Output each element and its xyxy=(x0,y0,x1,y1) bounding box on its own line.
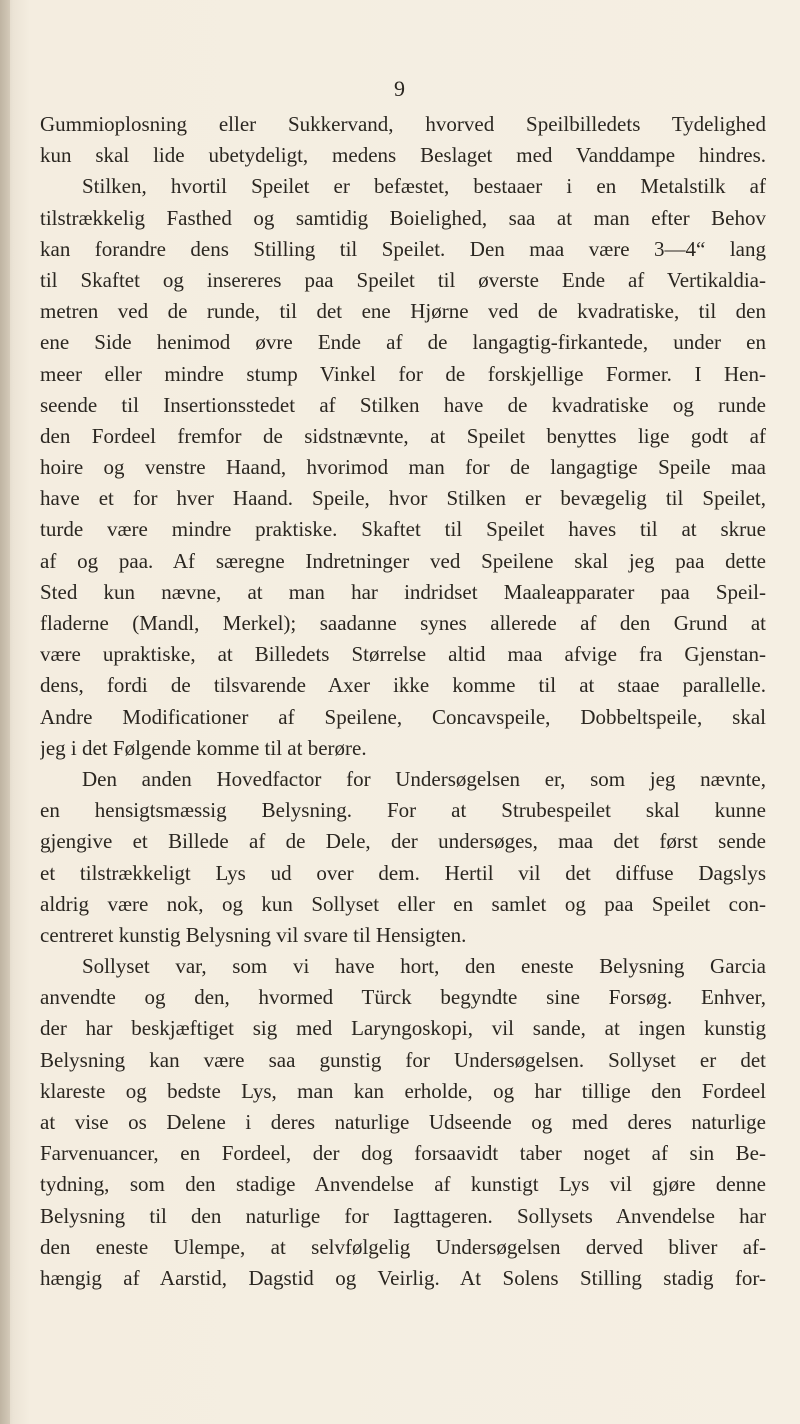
text-line: tydning, som den stadige Anvendelse af kunstigt Lys vil gjøre denne xyxy=(40,1172,766,1197)
text-line: gjengive et Billede af de Dele, der undersøges, maa det først sende xyxy=(40,829,766,854)
body-text xyxy=(40,109,766,1294)
text-line: jeg i det Følgende komme til at berøre. xyxy=(40,735,367,760)
text-line: Belysning kan være saa gunstig for Undersøgelsen. Sollyset er det xyxy=(40,1047,766,1072)
text-line: Belysning til den naturlige for Iagttageren. Sollysets Anvendelse har xyxy=(40,1203,766,1228)
text-line: hoire og venstre Haand, hvorimod man for de langagtige Speile maa xyxy=(40,455,766,480)
text-line: anvendte og den, hvormed Türck begyndte sine Forsøg. Enhver, xyxy=(40,985,766,1010)
text-line: tilstrækkelig Fasthed og samtidig Boielighed, saa at man efter Behov xyxy=(40,205,766,230)
page-spine-edge xyxy=(0,0,10,1424)
text-line: fladerne (Mandl, Merkel); saadanne synes allerede af den Grund at xyxy=(40,611,766,635)
text-line: den eneste Ulempe, at selvfølgelig Undersøgelsen derved bliver af- xyxy=(40,1234,766,1259)
text-line: til Skaftet og insereres paa Speilet til øverste Ende af Vertikaldia- xyxy=(40,267,766,292)
text-line: Den anden Hovedfactor for Undersøgelsen er, som jeg nævnte, xyxy=(82,766,766,791)
text-line: Sollyset var, som vi have hort, den eneste Belysning Garcia xyxy=(82,954,766,979)
text-line: af og paa. Af særegne Indretninger ved Speilene skal jeg paa dette xyxy=(40,548,766,573)
text-line: Sted kun nævne, at man har indridset Maaleapparater paa Speil- xyxy=(40,579,766,604)
text-line: meer eller mindre stump Vinkel for de forskjellige Former. I Hen- xyxy=(40,361,766,386)
text-line: Gummioplosning eller Sukkervand, hvorved Speilbilledets Tydelighed xyxy=(40,112,766,136)
text-line: turde være mindre praktiske. Skaftet til Speilet haves til at skrue xyxy=(40,517,766,542)
text-line: være upraktiske, at Billedets Størrelse altid maa afvige fra Gjenstan- xyxy=(40,642,766,667)
text-line: der har beskjæftiget sig med Laryngoskopi, vil sande, at ingen kunstig xyxy=(40,1016,766,1041)
text-line: hængig af Aarstid, Dagstid og Veirlig. At Solens Stilling stadig for- xyxy=(40,1265,766,1290)
text-line: den Fordeel fremfor de sidstnævnte, at Speilet benyttes lige godt af xyxy=(40,423,766,448)
text-line: Stilken, hvortil Speilet er befæstet, bestaaer i en Metalstilk af xyxy=(82,174,766,199)
text-line: centreret kunstig Belysning vil svare til Hensigten. xyxy=(40,922,467,947)
text-line: have et for hver Haand. Speile, hvor Stilken er bevægelig til Speilet, xyxy=(40,486,766,511)
page-number: 9 xyxy=(394,76,406,101)
text-line: dens, fordi de tilsvarende Axer ikke komme til at staae parallelle. xyxy=(40,673,766,698)
text-line: metren ved de runde, til det ene Hjørne ved de kvadratiske, til den xyxy=(40,299,766,324)
text-line: en hensigtsmæssig Belysning. For at Strubespeilet skal kunne xyxy=(40,798,766,823)
text-line: kan forandre dens Stilling til Speilet. Den maa være 3—4“ lang xyxy=(40,236,766,261)
text-line: et tilstrækkeligt Lys ud over dem. Hertil vil det diffuse Dagslys xyxy=(40,860,766,885)
text-line: aldrig være nok, og kun Sollyset eller en samlet og paa Speilet con- xyxy=(40,891,766,916)
text-line: kun skal lide ubetydeligt, medens Beslaget med Vanddampe hindres. xyxy=(40,143,766,168)
text-line: seende til Insertionsstedet af Stilken have de kvadratiske og runde xyxy=(40,392,766,417)
text-line: Farvenuancer, en Fordeel, der dog forsaavidt taber noget af sin Be- xyxy=(40,1141,766,1166)
text-line: Andre Modificationer af Speilene, Concavspeile, Dobbeltspeile, skal xyxy=(40,704,766,729)
text-line: klareste og bedste Lys, man kan erholde, og har tillige den Fordeel xyxy=(40,1078,766,1103)
text-line: at vise os Delene i deres naturlige Udseende og med deres naturlige xyxy=(40,1110,766,1134)
text-line: ene Side henimod øvre Ende af de langagtig-firkantede, under en xyxy=(40,330,766,355)
